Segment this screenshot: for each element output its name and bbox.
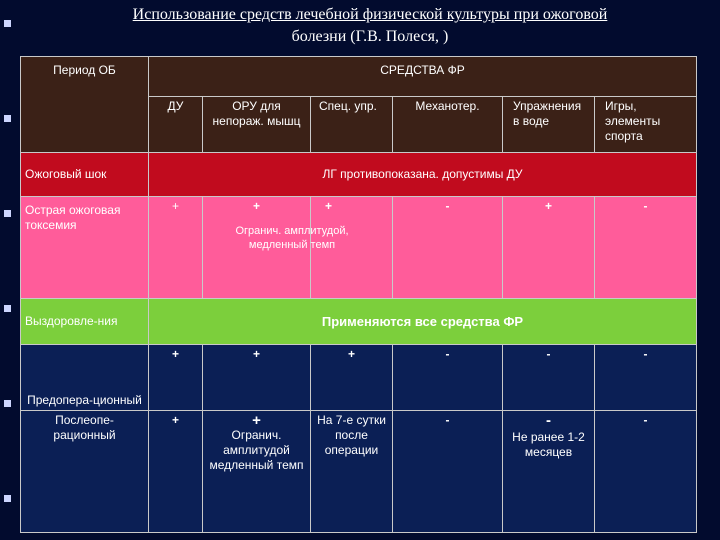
postop-water: - [546,412,551,429]
col-spec: Спец. упр. [311,97,393,153]
row-label-shock: Ожоговый шок [21,153,149,197]
preop-water: - [503,345,595,411]
postop-games: - [595,411,697,533]
bullet-marker [4,305,11,312]
preop-games: - [595,345,697,411]
title-line-1: Использование средств лечебной физической культуры при ожоговой [132,6,608,23]
title-line-2: болезни (Г.В. Полеся, ) [291,28,449,45]
toxemia-oru: + [203,197,311,299]
toxemia-note: Огранич. амплитудой, медленный темп [235,225,349,251]
recovery-text: Применяются все средства ФР [149,299,697,345]
toxemia-games: - [595,197,697,299]
header-means: СРЕДСТВА ФР [149,57,697,97]
lfk-table [20,56,697,533]
col-mech: Механотер. [393,97,503,153]
postop-mech: - [393,411,503,533]
preop-oru: + [203,345,311,411]
bullet-marker [4,210,11,217]
postop-water-cell [503,411,595,533]
header-period: Период ОБ [21,57,149,153]
bullet-marker [4,115,11,122]
toxemia-mech: - [393,197,503,299]
slide-bullets [0,0,18,540]
postop-water-note: Не ранее 1-2 месяцев [512,430,585,459]
preop-du: + [149,345,203,411]
row-label-recovery: Выздоровле-ния [21,299,149,345]
slide-title [60,4,680,48]
postop-oru-note: Огранич. амплитудой медленный темп [209,428,304,472]
bullet-marker [4,495,11,502]
row-label-postop: Послеопе-рационный [21,411,149,533]
postop-spec: На 7-е сутки после операции [311,411,393,533]
toxemia-water: + [503,197,595,299]
col-du: ДУ [149,97,203,153]
row-label-toxemia: Острая ожоговая токсемия [21,197,149,299]
preop-spec: + [311,345,393,411]
preop-mech: - [393,345,503,411]
toxemia-du: + [149,197,203,299]
bullet-marker [4,20,11,27]
postop-du: + [149,411,203,533]
row-label-preop: Предопера-ционный [21,345,149,411]
col-oru: ОРУ для непораж. мышц [203,97,311,153]
postop-oru-cell [203,411,311,533]
shock-text: ЛГ противопоказана. допустимы ДУ [149,153,697,197]
toxemia-spec: + [311,197,393,299]
bullet-marker [4,400,11,407]
postop-oru: + [252,412,261,429]
col-water: Упражнения в воде [503,97,595,153]
col-games: Игры, элементы спорта [595,97,697,153]
